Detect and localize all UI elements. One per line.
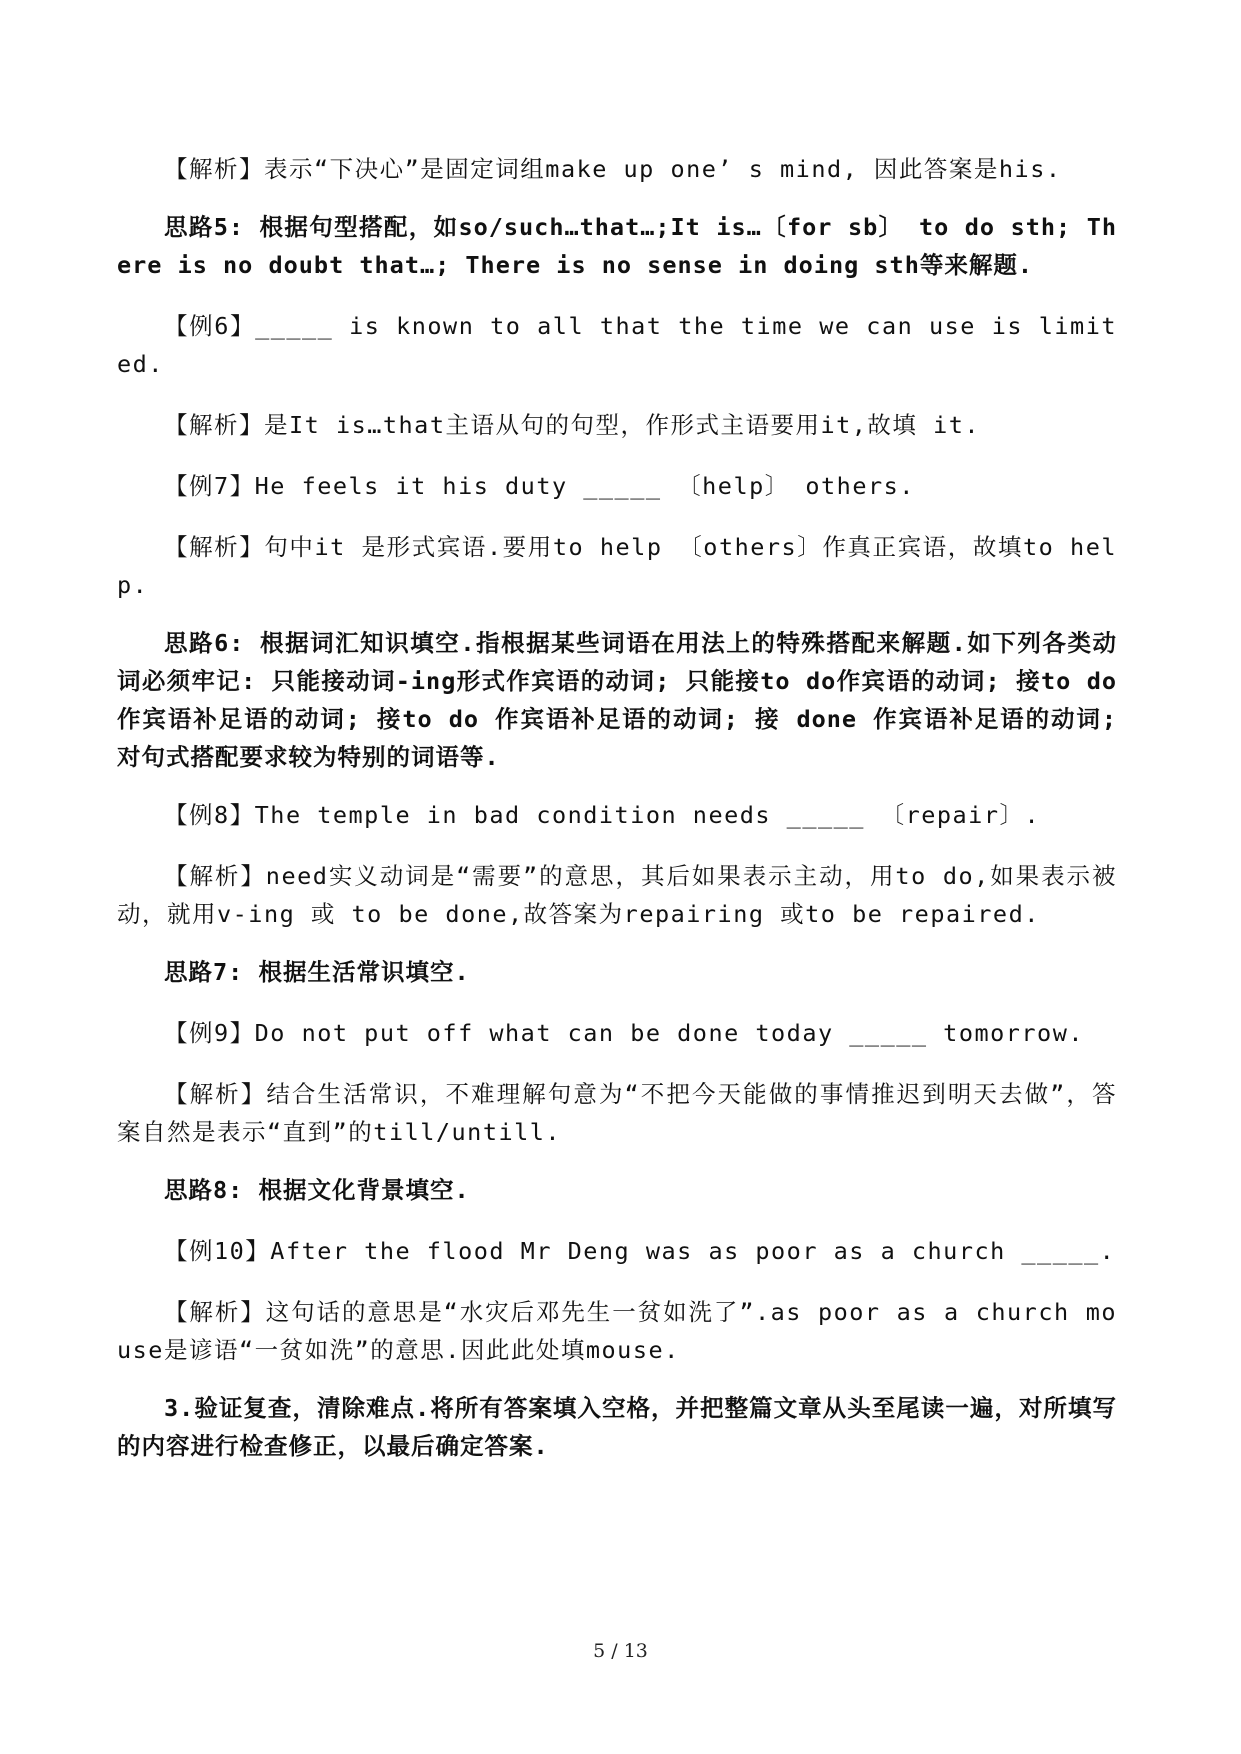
analysis-paragraph: 【解析】need实义动词是“需要”的意思，其后如果表示主动，用to do,如果表示被动，就用v-ing 或 to be done,故答案为repairing 或to be repaired.	[117, 862, 1117, 928]
analysis-paragraph: 【解析】是It is…that主语从句的句型，作形式主语要用it,故填 it.	[164, 411, 981, 439]
method-heading-5: 思路5: 根据句型搭配，如so/such…that…;It is…〔for sb〕 to do sth; There is no doubt that…; There is no sense in doing sth等来解题.	[117, 213, 1117, 279]
step-3-heading: 3.验证复查，清除难点.将所有答案填入空格，并把整篇文章从头至尾读一遍，对所填写的内容进行检查修正，以最后确定答案.	[117, 1394, 1117, 1460]
example-9: 【例9】Do not put off what can be done today _____ tomorrow.	[164, 1019, 1085, 1047]
analysis-paragraph: 【解析】结合生活常识，不难理解句意为“不把今天能做的事情推迟到明天去做”，答案自然是表示“直到”的till/untill.	[117, 1080, 1117, 1146]
example-10: 【例10】After the flood Mr Deng was as poor as a church _____.	[164, 1237, 1116, 1265]
example-6: 【例6】_____ is known to all that the time we can use is limited.	[117, 312, 1117, 378]
method-heading-7: 思路7: 根据生活常识填空.	[164, 958, 470, 986]
page-number: 5 / 13	[593, 1640, 648, 1662]
analysis-paragraph: 【解析】这句话的意思是“水灾后邓先生一贫如洗了”.as poor as a church mouse是谚语“一贫如洗”的意思.因此此处填mouse.	[117, 1298, 1117, 1364]
analysis-paragraph: 【解析】句中it 是形式宾语.要用to help 〔others〕作真正宾语，故填to help.	[117, 533, 1117, 599]
example-7: 【例7】He feels it his duty _____ 〔help〕 others.	[164, 472, 915, 500]
example-8: 【例8】The temple in bad condition needs _____ 〔repair〕.	[164, 801, 1041, 829]
method-heading-6: 思路6: 根据词汇知识填空.指根据某些词语在用法上的特殊搭配来解题.如下列各类动词必须牢记: 只能接动词-ing形式作宾语的动词; 只能接to do作宾语的动词; 接to do 作宾语补足语的动词; 接to do 作宾语补足语的动词; 接 done 作宾语补足语的动词; 对句式搭配要求较为特别的词语等.	[117, 629, 1117, 771]
analysis-paragraph: 【解析】表示“下决心”是固定词组make up one’ s mind, 因此答案是his.	[164, 155, 1062, 183]
method-heading-8: 思路8: 根据文化背景填空.	[164, 1176, 470, 1204]
